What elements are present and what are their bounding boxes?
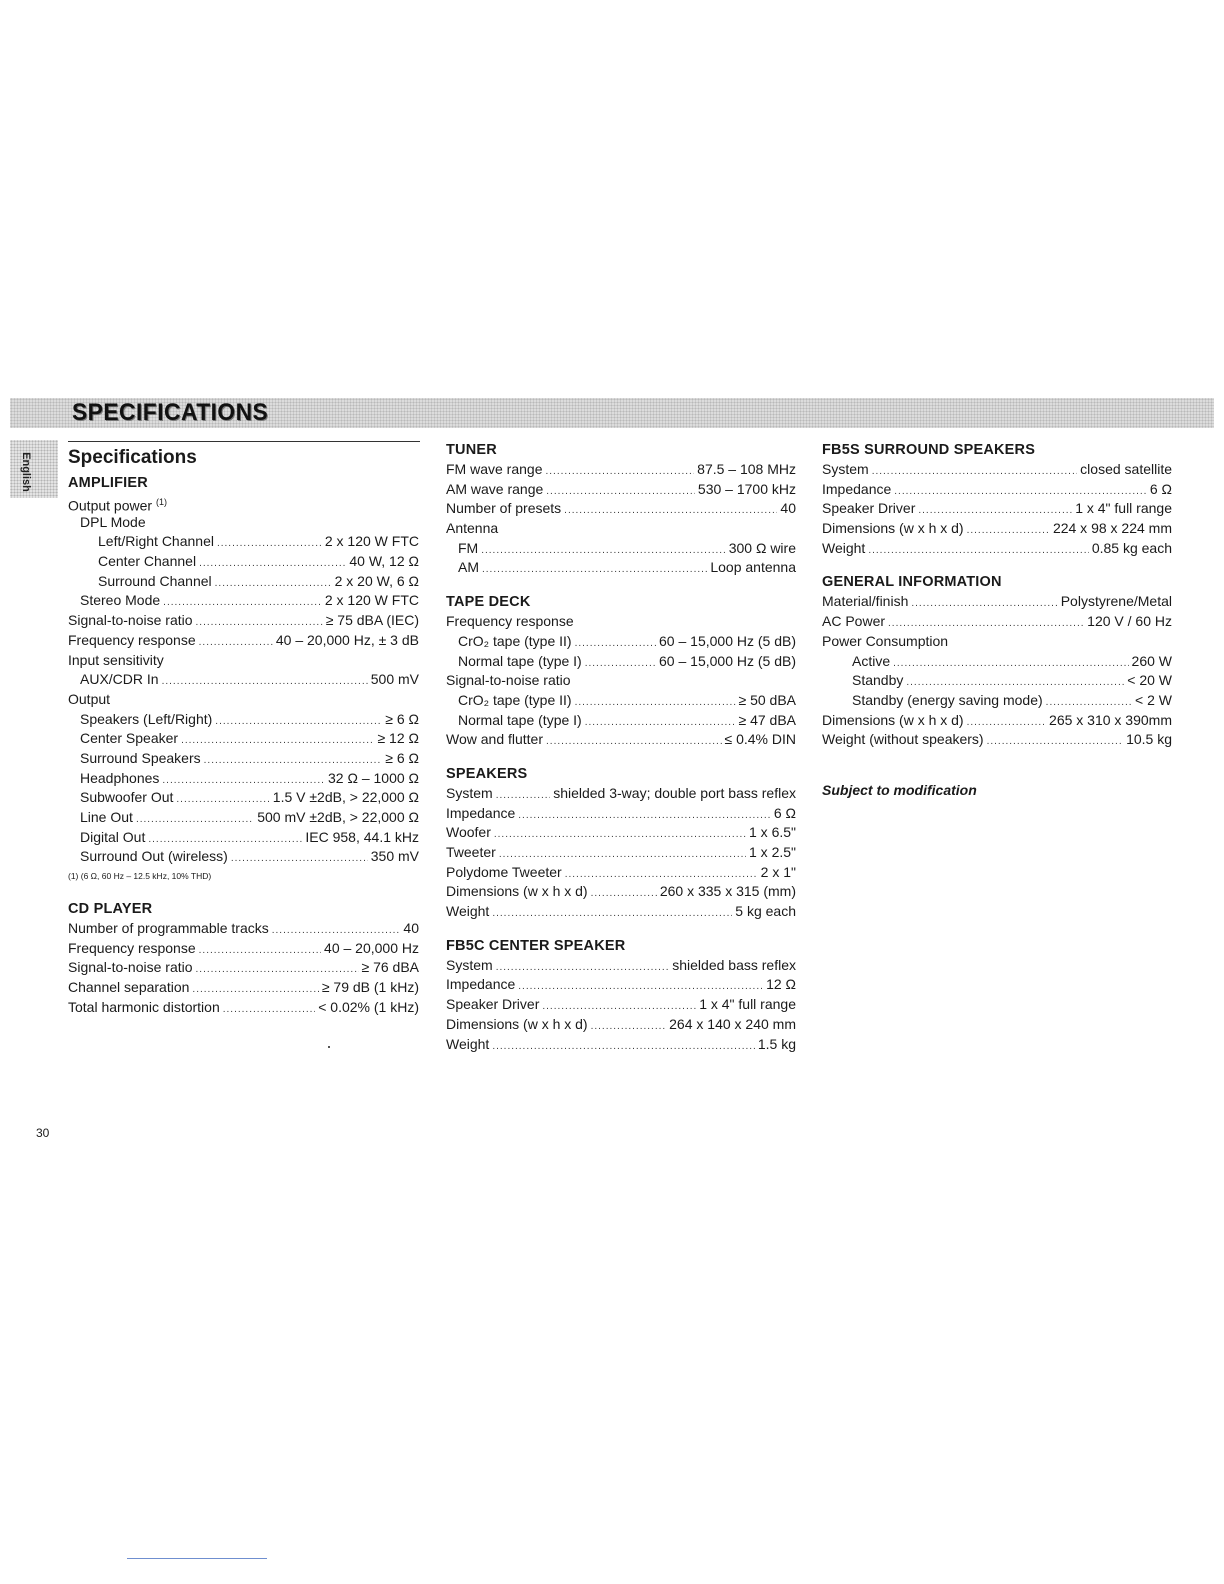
- snr-label: Signal-to-noise ratio: [446, 672, 571, 689]
- spec-row: System ..... shielded 3-way; double port bass reflex: [446, 784, 796, 804]
- spec-row: Left/Right Channel ..... 2 x 120 W FTC: [68, 532, 419, 552]
- general-info-heading: GENERAL INFORMATION: [822, 574, 1002, 591]
- spec-row: Weight (without speakers) ..... 10.5 kg: [822, 730, 1172, 750]
- stray-mark: [328, 1046, 330, 1048]
- spec-row: Dimensions (w x h x d) ..... 224 x 98 x 224 mm: [822, 519, 1172, 539]
- subject-to-modification-note: Subject to modification: [822, 781, 977, 798]
- spec-row: FM wave range ..... 87.5 – 108 MHz: [446, 460, 796, 480]
- banner-title: SPECIFICATIONS: [72, 399, 269, 426]
- spec-row: Speaker Driver ..... 1 x 4" full range: [822, 499, 1172, 519]
- power-consumption-label: Power Consumption: [822, 632, 949, 649]
- footnote-ref: (1): [155, 497, 167, 507]
- spec-row: Headphones ..... 32 Ω – 1000 Ω: [68, 769, 419, 789]
- spec-row: Channel separation ..... ≥ 79 dB (1 kHz): [68, 978, 419, 998]
- spec-row: AC Power ..... 120 V / 60 Hz: [822, 612, 1172, 632]
- bottom-rule: [127, 1558, 267, 1559]
- spec-row: Impedance ..... 6 Ω: [446, 804, 796, 824]
- column-amplifier-cd: [68, 440, 419, 1018]
- language-label: English: [20, 452, 32, 492]
- spec-row: Speaker Driver ..... 1 x 4" full range: [446, 995, 796, 1015]
- spec-row: Surround Out (wireless) ..... 350 mV: [68, 847, 419, 867]
- spec-row: CrO₂ tape (type II) ..... ≥ 50 dBA: [446, 691, 796, 711]
- antenna-label: Antenna: [446, 520, 499, 537]
- spec-row: Digital Out ..... IEC 958, 44.1 kHz: [68, 828, 419, 848]
- spec-row: Frequency response ..... 40 – 20,000 Hz: [68, 939, 419, 959]
- cd-player-heading: CD PLAYER: [68, 901, 153, 918]
- spec-row: Weight ..... 1.5 kg: [446, 1035, 796, 1055]
- spec-row: Active ..... 260 W: [822, 652, 1172, 672]
- speakers-heading: SPEAKERS: [446, 765, 528, 782]
- spec-row: Weight ..... 5 kg each: [446, 902, 796, 922]
- spec-row: CrO₂ tape (type II) ..... 60 – 15,000 Hz (5 dB): [446, 632, 796, 652]
- spec-row: Material/finish ..... Polystyrene/Metal: [822, 592, 1172, 612]
- spec-row: Number of programmable tracks ..... 40: [68, 919, 419, 939]
- spec-row: Impedance ..... 12 Ω: [446, 975, 796, 995]
- spec-row: Frequency response ..... 40 – 20,000 Hz, ± 3 dB: [68, 631, 419, 651]
- spec-row: System ..... shielded bass reflex: [446, 956, 796, 976]
- spec-row: Dimensions (w x h x d) ..... 260 x 335 x 315 (mm): [446, 882, 796, 902]
- output-label: Output: [68, 690, 111, 707]
- spec-row: Center Channel ..... 40 W, 12 Ω: [68, 552, 419, 572]
- spec-row: AUX/CDR In ..... 500 mV: [68, 670, 419, 690]
- dpl-mode-label: DPL Mode: [80, 513, 146, 530]
- column-surround-general: [822, 440, 1172, 800]
- spec-row: Weight ..... 0.85 kg each: [822, 539, 1172, 559]
- spec-row: Signal-to-noise ratio ..... ≥ 75 dBA (IEC): [68, 611, 419, 631]
- spec-row: AM ..... Loop antenna: [446, 558, 796, 578]
- output-power-label: Output power $^{(1)}$: [68, 497, 167, 514]
- language-tab: [10, 440, 58, 498]
- spec-row: Standby (energy saving mode) ..... < 2 W: [822, 691, 1172, 711]
- spec-row: FM ..... 300 Ω wire: [446, 539, 796, 559]
- page-number: 30: [36, 1126, 50, 1140]
- spec-row: Center Speaker ..... ≥ 12 Ω: [68, 729, 419, 749]
- spec-row: Woofer ..... 1 x 6.5": [446, 823, 796, 843]
- spec-row: Standby ..... < 20 W: [822, 671, 1172, 691]
- column-tuner-tape-speakers: [446, 440, 796, 1054]
- page-title: Specifications: [68, 447, 197, 468]
- spec-row: Normal tape (type I) ..... 60 – 15,000 Hz (5 dB): [446, 652, 796, 672]
- spec-row: Dimensions (w x h x d) ..... 264 x 140 x 240 mm: [446, 1015, 796, 1035]
- spec-row: Impedance ..... 6 Ω: [822, 480, 1172, 500]
- tape-deck-heading: TAPE DECK: [446, 594, 531, 611]
- spec-row: Tweeter ..... 1 x 2.5": [446, 843, 796, 863]
- surround-speakers-heading: FB5S SURROUND SPEAKERS: [822, 442, 1036, 458]
- spec-row: Normal tape (type I) ..... ≥ 47 dBA: [446, 711, 796, 731]
- input-sensitivity-label: Input sensitivity: [68, 651, 164, 668]
- spec-row: Line Out ..... 500 mV ±2dB, > 22,000 Ω: [68, 808, 419, 828]
- spec-row: System ..... closed satellite: [822, 460, 1172, 480]
- spec-row: Speakers (Left/Right) ..... ≥ 6 Ω: [68, 710, 419, 730]
- spec-row: Stereo Mode ..... 2 x 120 W FTC: [68, 591, 419, 611]
- spec-row: Subwoofer Out ..... 1.5 V ±2dB, > 22,000 Ω: [68, 788, 419, 808]
- spec-row: Surround Channel ..... 2 x 20 W, 6 Ω: [68, 572, 419, 592]
- spec-row: Number of presets ..... 40: [446, 499, 796, 519]
- spec-row: AM wave range ..... 530 – 1700 kHz: [446, 480, 796, 500]
- freq-response-label: Frequency response: [446, 613, 574, 630]
- spec-row: Dimensions (w x h x d) ..... 265 x 310 x 390mm: [822, 711, 1172, 731]
- spec-row: Surround Speakers ..... ≥ 6 Ω: [68, 749, 419, 769]
- amplifier-heading: AMPLIFIER: [68, 475, 148, 491]
- center-speaker-heading: FB5C CENTER SPEAKER: [446, 937, 626, 954]
- footnote: (1) (6 Ω, 60 Hz – 12.5 kHz, 10% THD): [68, 871, 212, 882]
- spec-row: Total harmonic distortion ..... < 0.02% (1 kHz): [68, 998, 419, 1018]
- spec-row: Signal-to-noise ratio ..... ≥ 76 dBA: [68, 958, 419, 978]
- section-banner: [10, 398, 1214, 428]
- spec-row: Wow and flutter ..... ≤ 0.4% DIN: [446, 730, 796, 750]
- spec-row: Polydome Tweeter ..... 2 x 1": [446, 863, 796, 883]
- tuner-heading: TUNER: [446, 442, 497, 458]
